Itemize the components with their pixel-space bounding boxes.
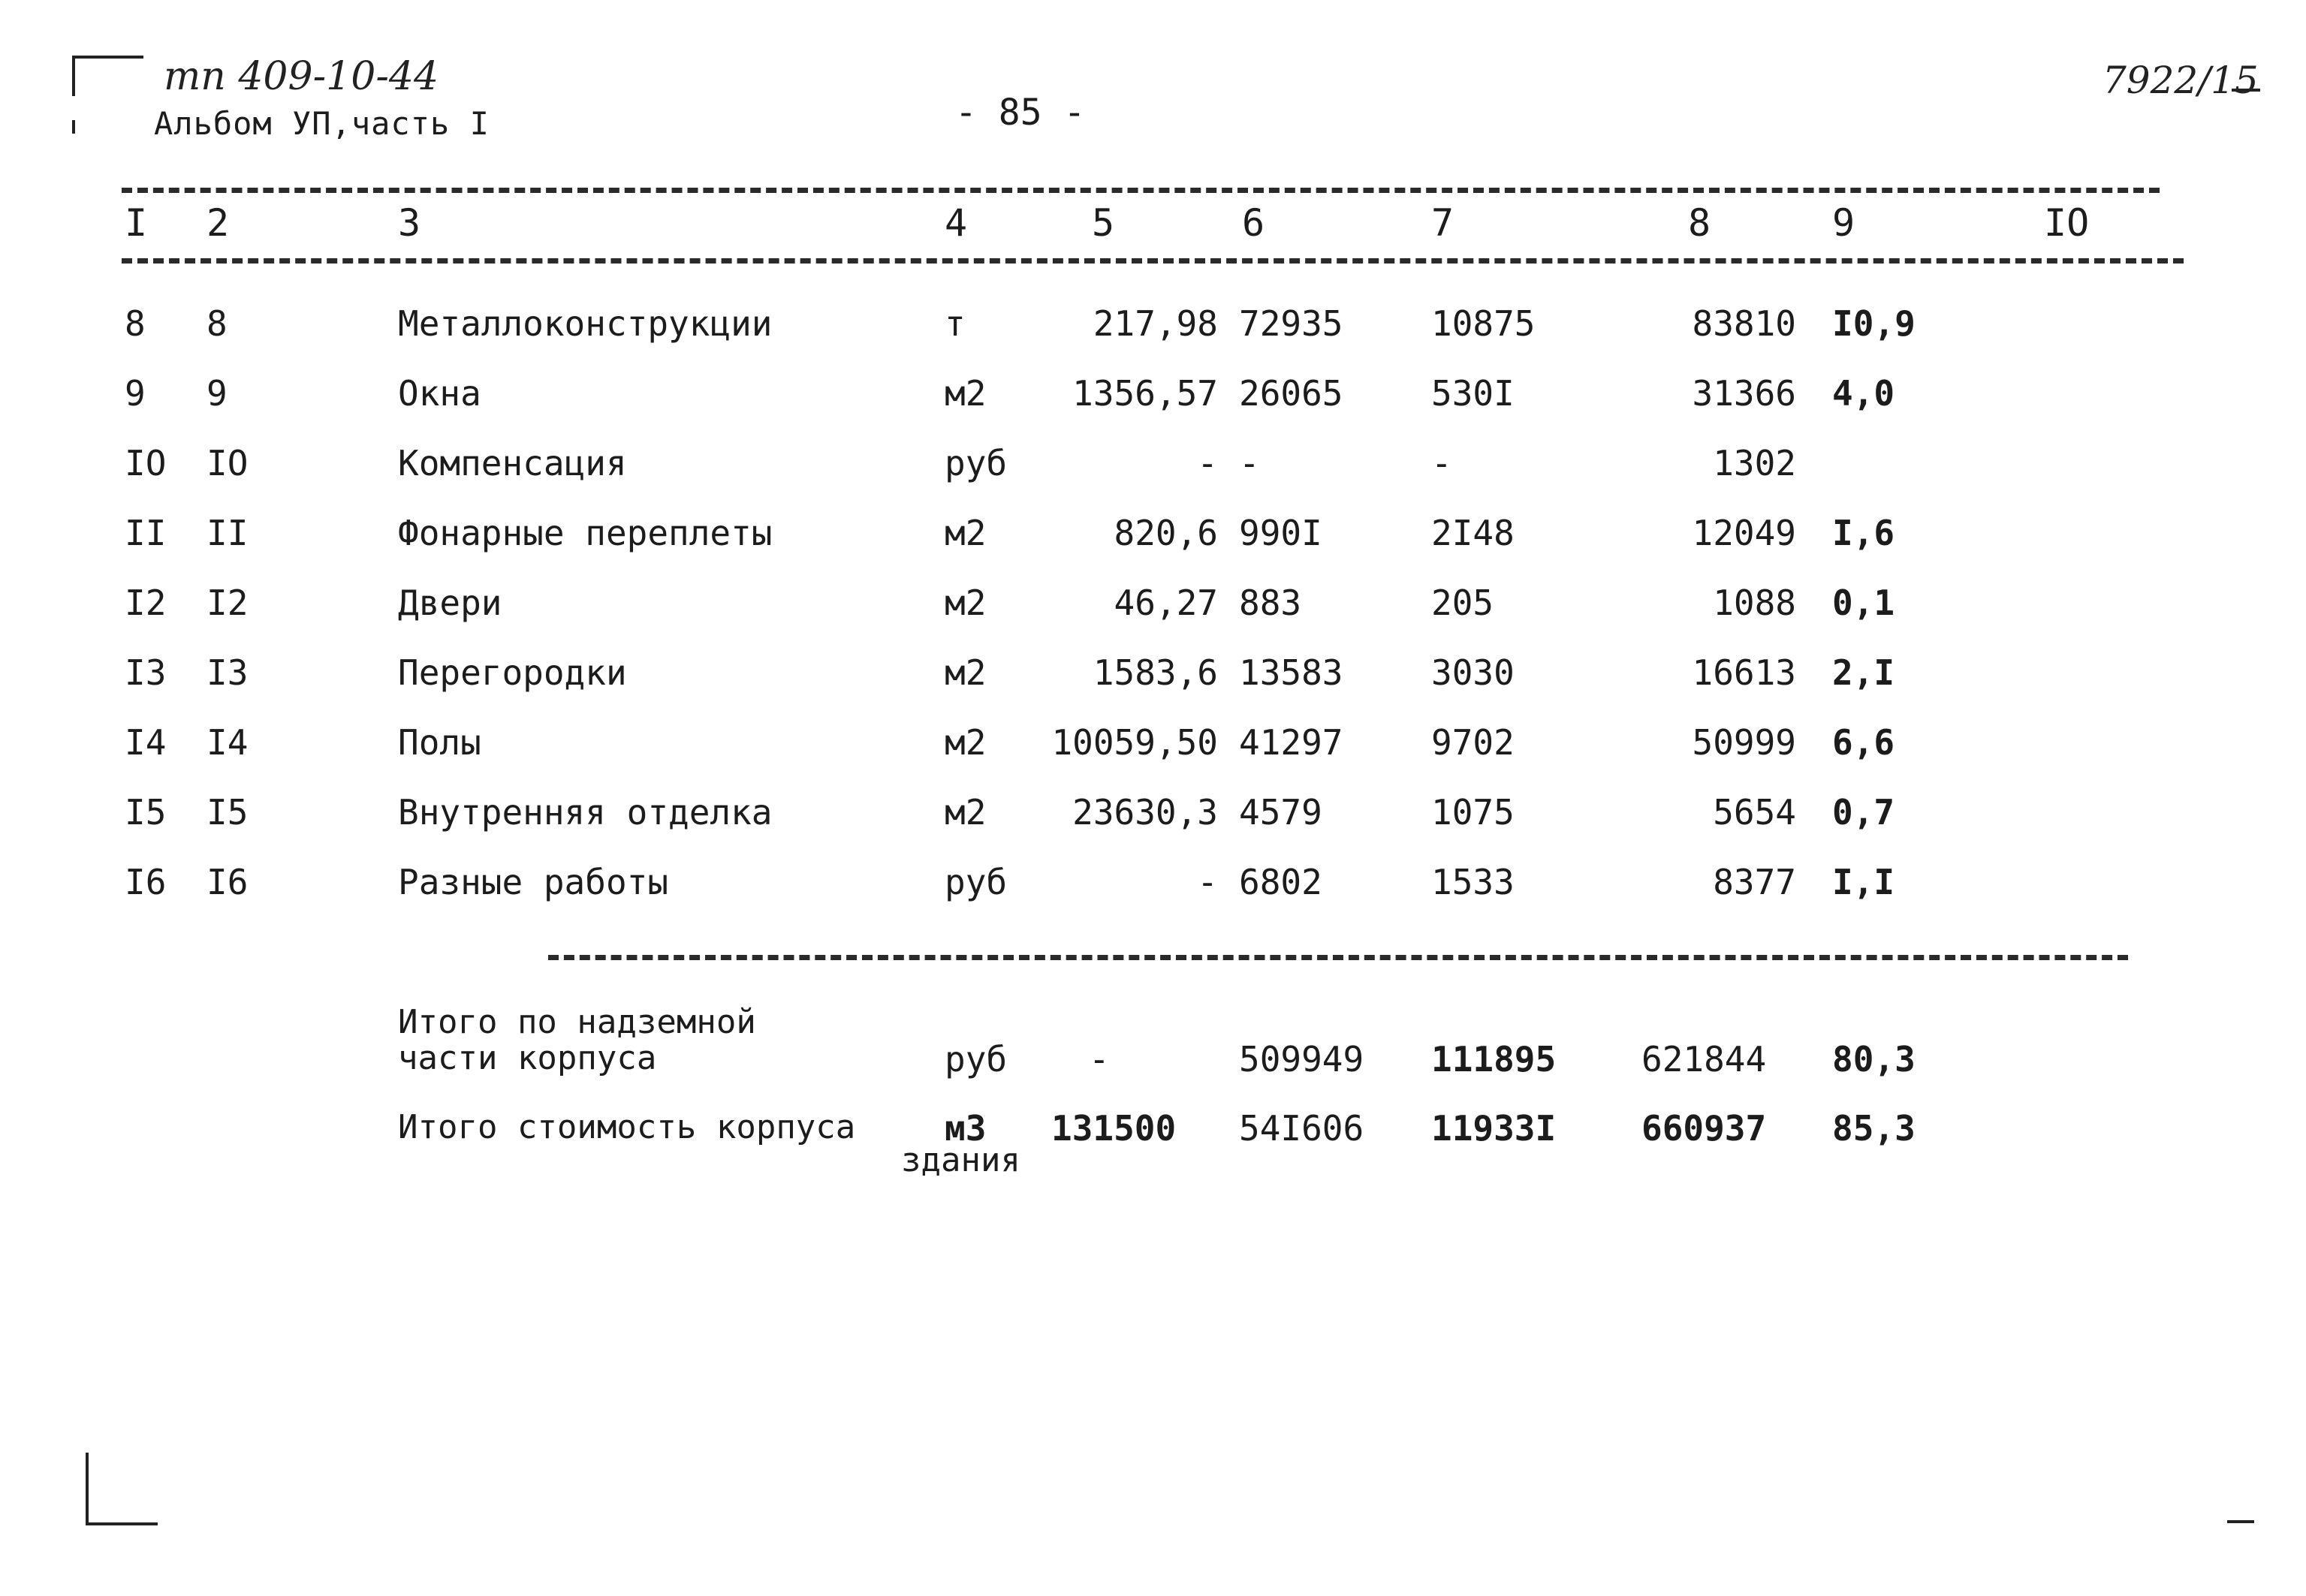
row-cell-c7: 10875: [1431, 303, 1536, 344]
row-cell-c7: 3030: [1431, 652, 1515, 693]
row-cell-c1: I5: [125, 792, 167, 833]
row-cell-c6: 990I: [1239, 513, 1322, 553]
row-item-name: Внутренняя отделка: [398, 792, 773, 833]
row-cell-c1: II: [125, 513, 167, 553]
sheet-reference: 7922/15: [2103, 59, 2259, 102]
column-header: 4: [945, 201, 968, 245]
row-cell-c8: 1088: [1713, 583, 1796, 623]
row-cell-c9: 0,1: [1832, 583, 1895, 623]
row-cell-c2: II: [206, 513, 249, 553]
row-cell-c1: I3: [125, 652, 167, 693]
row-item-name: Перегородки: [398, 652, 627, 693]
total-col8: 621844: [1641, 1039, 1767, 1080]
row-unit: т: [945, 303, 966, 344]
row-cell-c6: 4579: [1239, 792, 1322, 833]
row-cell-c1: I2: [125, 583, 167, 623]
row-cell-c8: 83810: [1692, 303, 1796, 344]
corner-tick-bottom-right: [2227, 1520, 2254, 1523]
total-col9: 85,3: [1832, 1108, 1916, 1149]
column-header: 2: [206, 201, 230, 245]
total-col7: 111895: [1431, 1039, 1557, 1080]
row-cell-c2: 8: [206, 303, 228, 344]
column-header: 3: [398, 201, 421, 245]
row-cell-c5: 10059,50: [1051, 722, 1218, 763]
total-unit-line2: здания: [901, 1141, 1020, 1179]
row-cell-c6: 6802: [1239, 862, 1322, 902]
row-cell-c2: I5: [206, 792, 249, 833]
corner-mark-top-left: [72, 56, 143, 59]
page-number: - 85 -: [955, 92, 1086, 134]
totals-separator-rule: [548, 955, 2128, 960]
row-cell-c9: I,I: [1832, 862, 1895, 902]
row-cell-c5: -: [1197, 443, 1218, 483]
row-cell-c9: I,6: [1832, 513, 1895, 553]
row-cell-c1: 8: [125, 303, 146, 344]
column-header: I: [125, 201, 148, 245]
row-cell-c8: 50999: [1692, 722, 1796, 763]
total-label-line1: Итого стоимость корпуса: [398, 1108, 856, 1146]
row-cell-c5: 46,27: [1114, 583, 1218, 623]
row-unit: м2: [945, 513, 987, 553]
row-cell-c1: 9: [125, 373, 146, 414]
row-cell-c5: 1583,6: [1093, 652, 1218, 693]
total-label-line1: Итого по надземной: [398, 1003, 756, 1041]
table-top-rule: [122, 188, 2160, 193]
row-cell-c6: 26065: [1239, 373, 1343, 414]
row-cell-c2: I6: [206, 862, 249, 902]
total-col6: 54I606: [1239, 1108, 1364, 1149]
column-header: 6: [1242, 201, 1265, 245]
row-unit: м2: [945, 792, 987, 833]
row-unit: м2: [945, 722, 987, 763]
row-cell-c9: 6,6: [1832, 722, 1895, 763]
row-cell-c8: 1302: [1713, 443, 1796, 483]
row-cell-c2: I4: [206, 722, 249, 763]
total-col5: -: [1089, 1039, 1110, 1080]
row-cell-c6: 883: [1239, 583, 1302, 623]
row-cell-c9: 2,I: [1832, 652, 1895, 693]
total-col9: 80,3: [1832, 1039, 1916, 1080]
column-header: IO: [2044, 201, 2090, 245]
row-cell-c7: 1075: [1431, 792, 1515, 833]
row-cell-c6: 72935: [1239, 303, 1343, 344]
row-unit: руб: [945, 862, 1008, 902]
row-cell-c7: -: [1431, 443, 1452, 483]
row-cell-c5: 23630,3: [1072, 792, 1218, 833]
row-cell-c8: 5654: [1713, 792, 1796, 833]
row-cell-c6: 41297: [1239, 722, 1343, 763]
row-cell-c7: 2I48: [1431, 513, 1515, 553]
row-unit: м2: [945, 652, 987, 693]
doc-code: тп 409-10-44: [164, 54, 439, 99]
row-cell-c5: 217,98: [1093, 303, 1218, 344]
row-cell-c8: 31366: [1692, 373, 1796, 414]
corner-mark-top-left-vertical: [72, 56, 75, 96]
row-cell-c8: 8377: [1713, 862, 1796, 902]
row-unit: м2: [945, 373, 987, 414]
total-unit: м3: [945, 1108, 987, 1149]
row-cell-c5: 1356,57: [1072, 373, 1218, 414]
row-cell-c5: 820,6: [1114, 513, 1218, 553]
total-label-line2: части корпуса: [398, 1039, 657, 1077]
total-col6: 509949: [1239, 1039, 1364, 1080]
row-cell-c7: 205: [1431, 583, 1494, 623]
row-cell-c1: I4: [125, 722, 167, 763]
margin-tick: [72, 120, 75, 134]
corner-mark-bottom-left: [86, 1453, 89, 1525]
total-col8: 660937: [1641, 1108, 1767, 1149]
row-cell-c6: 13583: [1239, 652, 1343, 693]
total-unit: руб: [945, 1039, 1008, 1080]
row-cell-c7: 1533: [1431, 862, 1515, 902]
row-cell-c8: 12049: [1692, 513, 1796, 553]
row-item-name: Компенсация: [398, 443, 627, 483]
row-item-name: Окна: [398, 373, 481, 414]
table-header-rule: [122, 258, 2184, 263]
row-item-name: Двери: [398, 583, 502, 623]
column-header: 8: [1688, 201, 1711, 245]
row-cell-c2: I2: [206, 583, 249, 623]
row-item-name: Металлоконструкции: [398, 303, 773, 344]
row-cell-c2: I3: [206, 652, 249, 693]
row-cell-c1: IO: [125, 443, 167, 483]
row-item-name: Полы: [398, 722, 481, 763]
corner-mark-bottom-left-horizontal: [86, 1522, 158, 1525]
row-item-name: Фонарные переплеты: [398, 513, 773, 553]
album-label: Альбом УП,часть I: [154, 105, 490, 142]
row-cell-c9: I0,9: [1832, 303, 1916, 344]
row-cell-c6: -: [1239, 443, 1260, 483]
total-col7: 11933I: [1431, 1108, 1557, 1149]
row-cell-c8: 16613: [1692, 652, 1796, 693]
row-unit: м2: [945, 583, 987, 623]
row-cell-c2: 9: [206, 373, 228, 414]
row-cell-c5: -: [1197, 862, 1218, 902]
row-cell-c1: I6: [125, 862, 167, 902]
row-cell-c2: IO: [206, 443, 249, 483]
column-header: 7: [1431, 201, 1454, 245]
total-col5: 131500: [1051, 1108, 1177, 1149]
row-cell-c7: 9702: [1431, 722, 1515, 763]
row-cell-c9: 0,7: [1832, 792, 1895, 833]
column-header: 9: [1832, 201, 1855, 245]
row-cell-c9: 4,0: [1832, 373, 1895, 414]
row-unit: руб: [945, 443, 1008, 483]
column-header: 5: [1092, 201, 1115, 245]
row-item-name: Разные работы: [398, 862, 669, 902]
row-cell-c7: 530I: [1431, 373, 1515, 414]
